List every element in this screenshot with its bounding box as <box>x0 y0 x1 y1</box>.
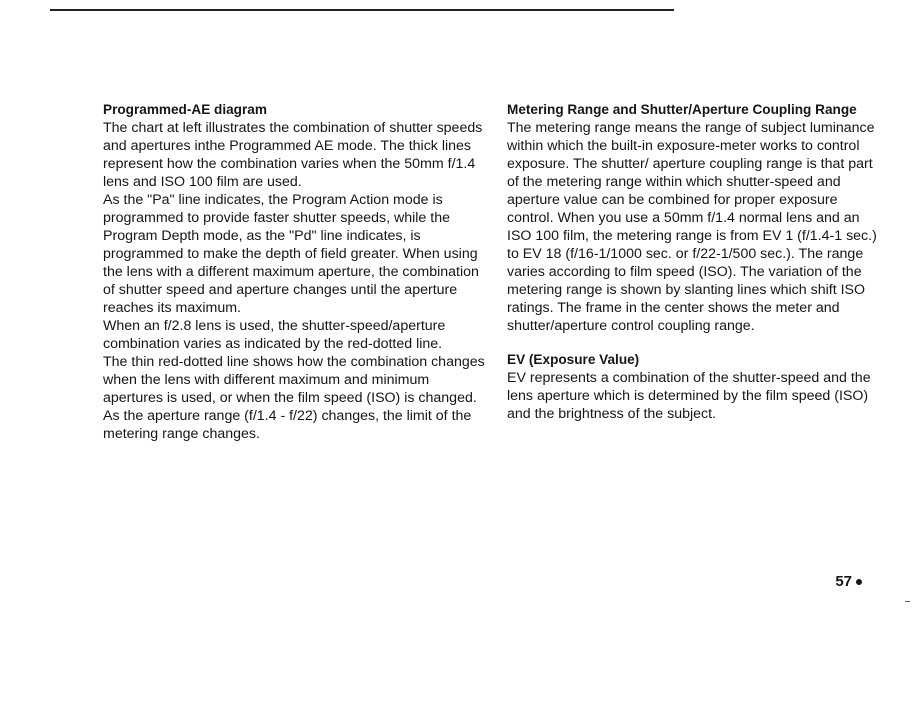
programmed-ae-paragraph-3: When an f/2.8 lens is used, the shutter-speed/aperture combination varies as indicated by the red-dotted line. <box>103 318 446 352</box>
programmed-ae-heading: Programmed-AE diagram <box>103 102 267 117</box>
page-number <box>835 573 862 590</box>
ev-body: EV represents a combination of the shutter-speed and the lens aperture which is determined by the film speed (ISO) and the brightness of the subject. <box>507 370 871 422</box>
programmed-ae-paragraph-4: The thin red-dotted line shows how the combination changes when the lens with different maximum and minimum apertures is used, or when the film speed (ISO) is changed. As the aperture range (f/1.4 - f/22) changes, the limit of the metering range changes. <box>103 354 485 442</box>
top-rule <box>50 9 674 11</box>
section-gap <box>507 335 877 351</box>
programmed-ae-paragraph-2: As the "Pa" line indicates, the Program Action mode is programmed to provide faster shutter speeds, while the Program Depth mode, as the "Pd" line indicates, is programmed to make the depth of field greater. When using the lens with a different maximum aperture, the combination of shutter speed and aperture changes until the aperture reaches its maximum. <box>103 192 479 316</box>
edge-mark <box>905 601 910 602</box>
bullet-icon <box>856 579 862 585</box>
metering-range-body: The metering range means the range of subject luminance within which the built-in exposure-meter works to control exposure. The shutter/ aperture coupling range is that part of the metering range within which shutter-speed and aperture value can be combined for proper exposure control. When you use a 50mm f/1.4 normal lens and an ISO 100 film, the metering range is from EV 1 (f/1.4-1 sec.) to EV 18 (f/16-1/1000 sec. or f/22-1/500 sec.). The range varies according to film speed (ISO). The variation of the metering range is shown by slanting lines which shift ISO ratings. The frame in the center shows the meter and shutter/aperture control coupling range. <box>507 120 877 334</box>
ev-heading: EV (Exposure Value) <box>507 352 640 367</box>
metering-range-heading: Metering Range and Shutter/Aperture Coupling Range <box>507 102 857 117</box>
right-column <box>507 101 877 423</box>
left-column <box>103 101 491 443</box>
page-number-text: 57 <box>835 573 852 590</box>
programmed-ae-paragraph-1: The chart at left illustrates the combination of shutter speeds and apertures inthe Programmed AE mode. The thick lines represent how the combination varies when the 50mm f/1.4 lens and ISO 100 film are used. <box>103 120 483 190</box>
